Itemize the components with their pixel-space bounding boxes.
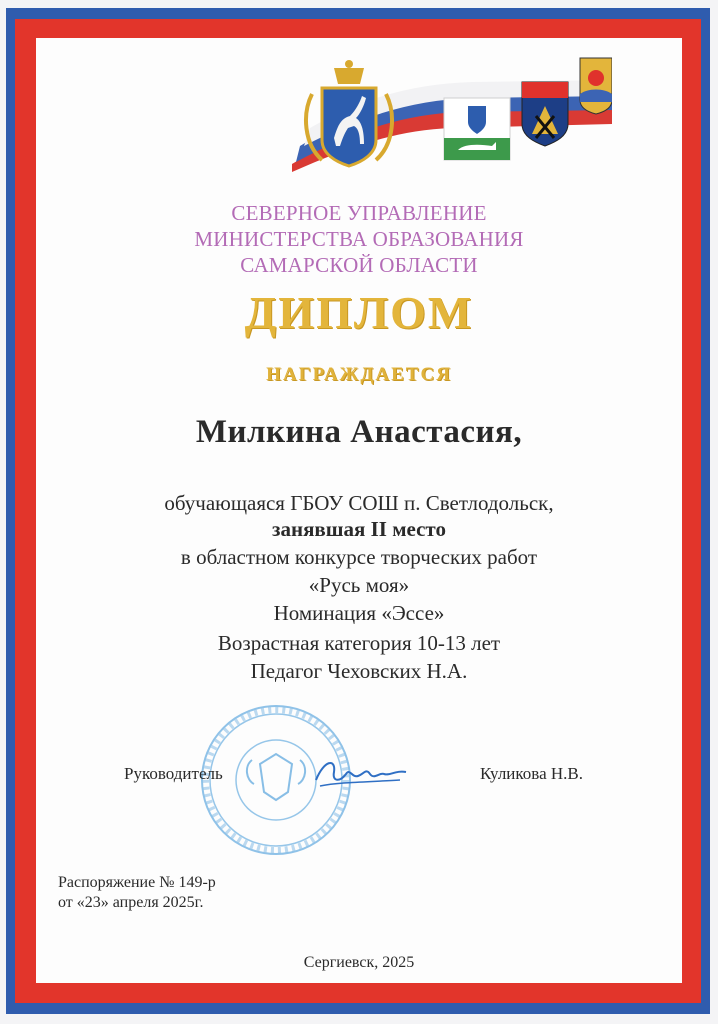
contest-title-line: «Русь моя»: [308, 573, 410, 597]
order-number: Распоряжение № 149-р: [58, 874, 216, 891]
handwritten-signature: [310, 752, 410, 792]
footer-place-year: Сергиевск, 2025: [303, 954, 415, 971]
district-coat-of-arms-2-icon: [580, 58, 612, 114]
signature-role: Руководитель: [124, 764, 223, 783]
org-line-1: СЕВЕРНОЕ УПРАВЛЕНИЕ: [231, 201, 487, 225]
school-line: обучающаяся ГБОУ СОШ п. Светлодольск,: [164, 491, 554, 515]
nomination-line: Номинация «Эссе»: [273, 601, 445, 625]
district-coat-of-arms-1-icon: [522, 82, 568, 146]
eagle-emblem-icon: [260, 754, 292, 800]
place-line: занявшая II место: [272, 517, 446, 541]
emblems-banner: [282, 54, 612, 174]
signature-person: Куликова Н.В.: [480, 764, 584, 783]
contest-line: в областном конкурсе творческих работ: [180, 545, 538, 569]
diploma-title: ДИПЛОМ: [244, 287, 474, 338]
org-line-3: САМАРСКОЙ ОБЛАСТИ: [240, 253, 478, 277]
age-category-line: Возрастная категория 10-13 лет: [217, 631, 501, 655]
org-line-2: МИНИСТЕРСТВА ОБРАЗОВАНИЯ: [194, 227, 524, 251]
awarded-subtitle: НАГРАЖДАЕТСЯ: [266, 364, 452, 385]
recipient-name: Милкина Анастасия,: [195, 414, 523, 450]
teacher-line: Педагог Чеховских Н.А.: [250, 659, 468, 683]
regional-flag-icon: [444, 98, 510, 160]
order-date: от «23» апреля 2025г.: [58, 894, 204, 911]
